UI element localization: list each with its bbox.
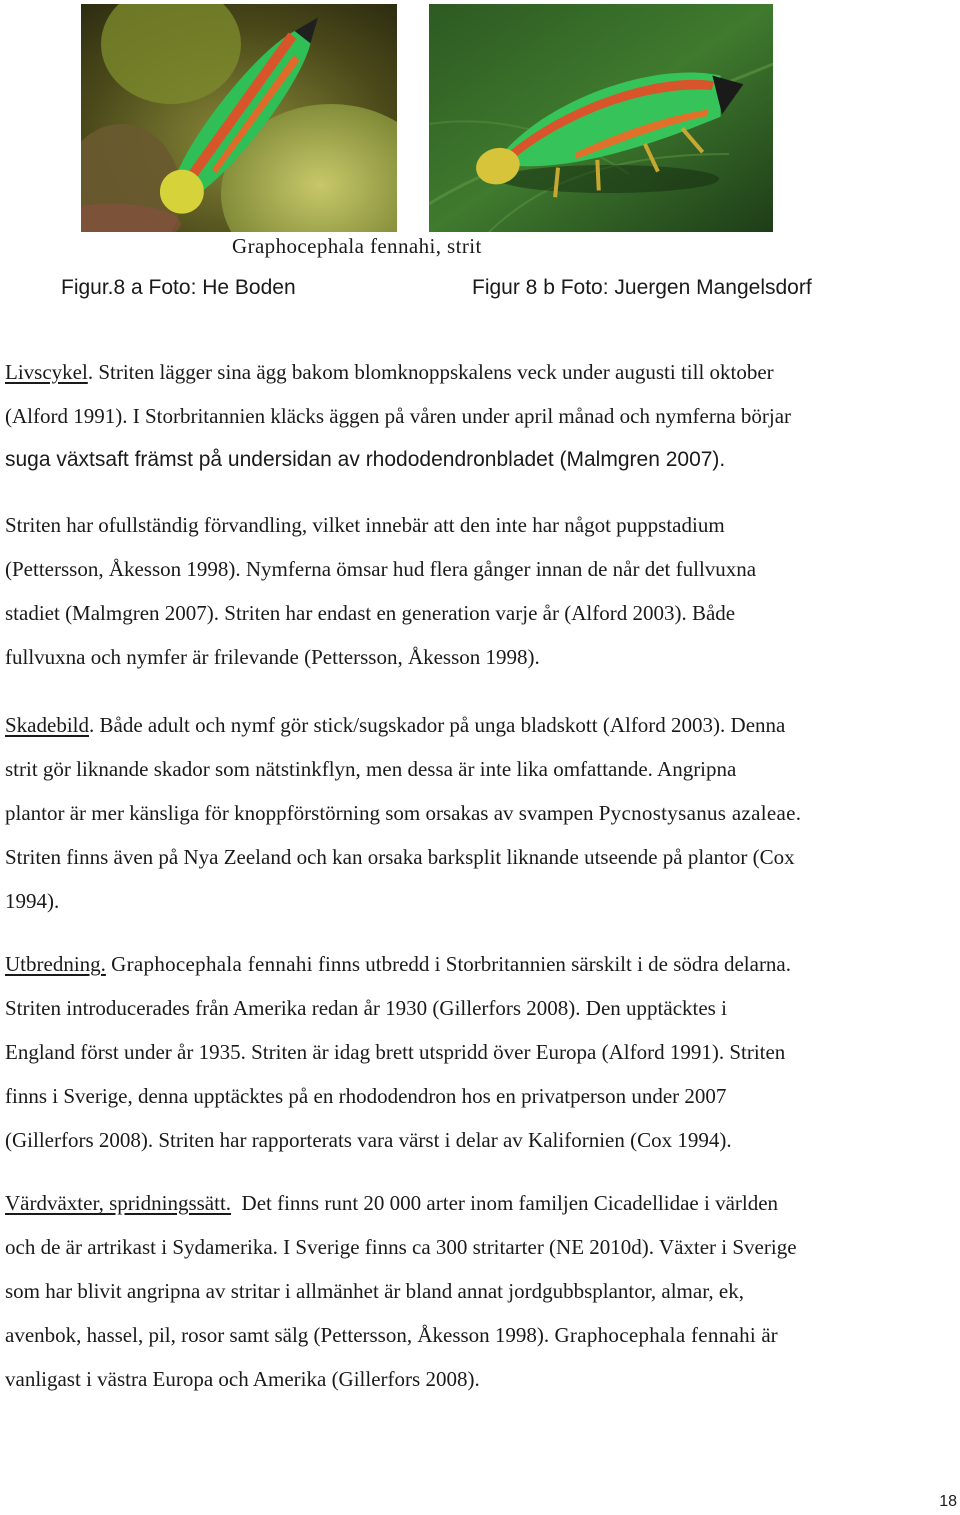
leafhopper-image-b <box>429 4 773 232</box>
livscykel-line-1 <box>5 350 960 394</box>
paragraph-skadebild <box>5 703 960 923</box>
utbredning-line-1 <box>5 942 960 986</box>
utbredning-line-3: England först under år 1935. Striten är idag brett utspridd över Europa (Alford 1991). Striten <box>5 1040 786 1064</box>
vardvaxter-line-5: vanligast i västra Europa och Amerika (Gillerfors 2008). <box>5 1367 480 1391</box>
ofullstandig-line-1: Striten har ofullständig förvandling, vilket innebär att den inte har något puppstadium <box>5 513 725 537</box>
livscykel-line-3: suga växtsaft främst på undersidan av rhododendronbladet (Malmgren 2007). <box>5 448 726 471</box>
text-span: . Striten lägger sina ägg bakom blomknoppskalens veck under augusti till oktober <box>87 360 774 384</box>
section-heading-utbredning: Utbredning. <box>5 952 106 976</box>
figure-a-caption: Figur.8 a Foto: He Boden <box>61 276 296 299</box>
species-name-pycnostysanus: Pycnostysanus azaleae <box>598 801 796 825</box>
figure-b-caption: Figur 8 b Foto: Juergen Mangelsdorf <box>472 276 812 299</box>
species-caption: Graphocephala fennahi, strit <box>232 234 482 258</box>
paragraph-vardvaxter <box>5 1181 960 1401</box>
utbredning-line-5: (Gillerfors 2008). Striten har rapporterats vara värst i delar av Kalifornien (Cox 1994). <box>5 1128 732 1152</box>
text-span: plantor är mer känsliga för knoppförstörning som orsakas av svampen <box>5 801 599 825</box>
paragraph-livscykel <box>5 350 960 482</box>
text-span: avenbok, hassel, pil, rosor samt sälg (Pettersson, Åkesson 1998). <box>5 1323 555 1347</box>
vardvaxter-line-2: och de är artrikast i Sydamerika. I Sverige finns ca 300 stritarter (NE 2010d). Växter i Sverige <box>5 1235 797 1259</box>
paragraph-utbredning <box>5 942 960 1162</box>
ofullstandig-line-3: stadiet (Malmgren 2007). Striten har endast en generation varje år (Alford 2003). Både <box>5 601 736 625</box>
utbredning-line-4: finns i Sverige, denna upptäcktes på en rhododendron hos en privatperson under 2007 <box>5 1084 727 1108</box>
ofullstandig-line-4: fullvuxna och nymfer är frilevande (Pettersson, Åkesson 1998). <box>5 645 540 669</box>
section-heading-skadebild: Skadebild <box>5 713 89 737</box>
section-heading-vardvaxter: Värdväxter, spridningssätt. <box>5 1191 232 1215</box>
species-name-graphocephala: Graphocephala fennahi <box>111 952 313 976</box>
paragraph-ofullstandig <box>5 503 960 679</box>
leafhopper-image-a <box>81 4 397 232</box>
text-span: Det finns runt 20 000 arter inom familjen Cicadellidae i världen <box>231 1191 779 1215</box>
skadebild-line-2: strit gör liknande skador som nätstinkflyn, men dessa är inte lika omfattande. Angripna <box>5 757 737 781</box>
vardvaxter-line-4 <box>5 1313 960 1357</box>
section-heading-livscykel: Livscykel <box>5 360 88 384</box>
skadebild-line-4: Striten finns även på Nya Zeeland och kan orsaka barksplit liknande utseende på plantor (Cox <box>5 845 795 869</box>
photo-leafhopper-on-bud <box>81 4 397 232</box>
skadebild-line-1 <box>5 703 960 747</box>
utbredning-line-2: Striten introducerades från Amerika redan år 1930 (Gillerfors 2008). Den upptäcktes i <box>5 996 727 1020</box>
vardvaxter-line-3: som har blivit angripna av stritar i allmänhet är bland annat jordgubbsplantor, almar, ek, <box>5 1279 744 1303</box>
photo-leafhopper-on-leaf <box>429 4 773 232</box>
text-span: är <box>756 1323 778 1347</box>
ofullstandig-line-2: (Pettersson, Åkesson 1998). Nymferna ömsar hud flera gånger innan de når det fullvuxna <box>5 557 757 581</box>
vardvaxter-line-1 <box>5 1181 960 1225</box>
skadebild-line-5: 1994). <box>5 889 60 913</box>
page-number: 18 <box>939 1493 957 1510</box>
text-span: . Både adult och nymf gör stick/sugskador på unga bladskott (Alford 2003). Denna <box>89 713 786 737</box>
skadebild-line-3 <box>5 791 960 835</box>
livscykel-line-2: (Alford 1991). I Storbritannien kläcks äggen på våren under april månad och nymferna börjar <box>5 404 792 428</box>
text-span: finns utbredd i Storbritannien särskilt i de södra delarna. <box>312 952 792 976</box>
text-span: . <box>795 801 801 825</box>
species-name-graphocephala: Graphocephala fennahi <box>554 1323 757 1347</box>
